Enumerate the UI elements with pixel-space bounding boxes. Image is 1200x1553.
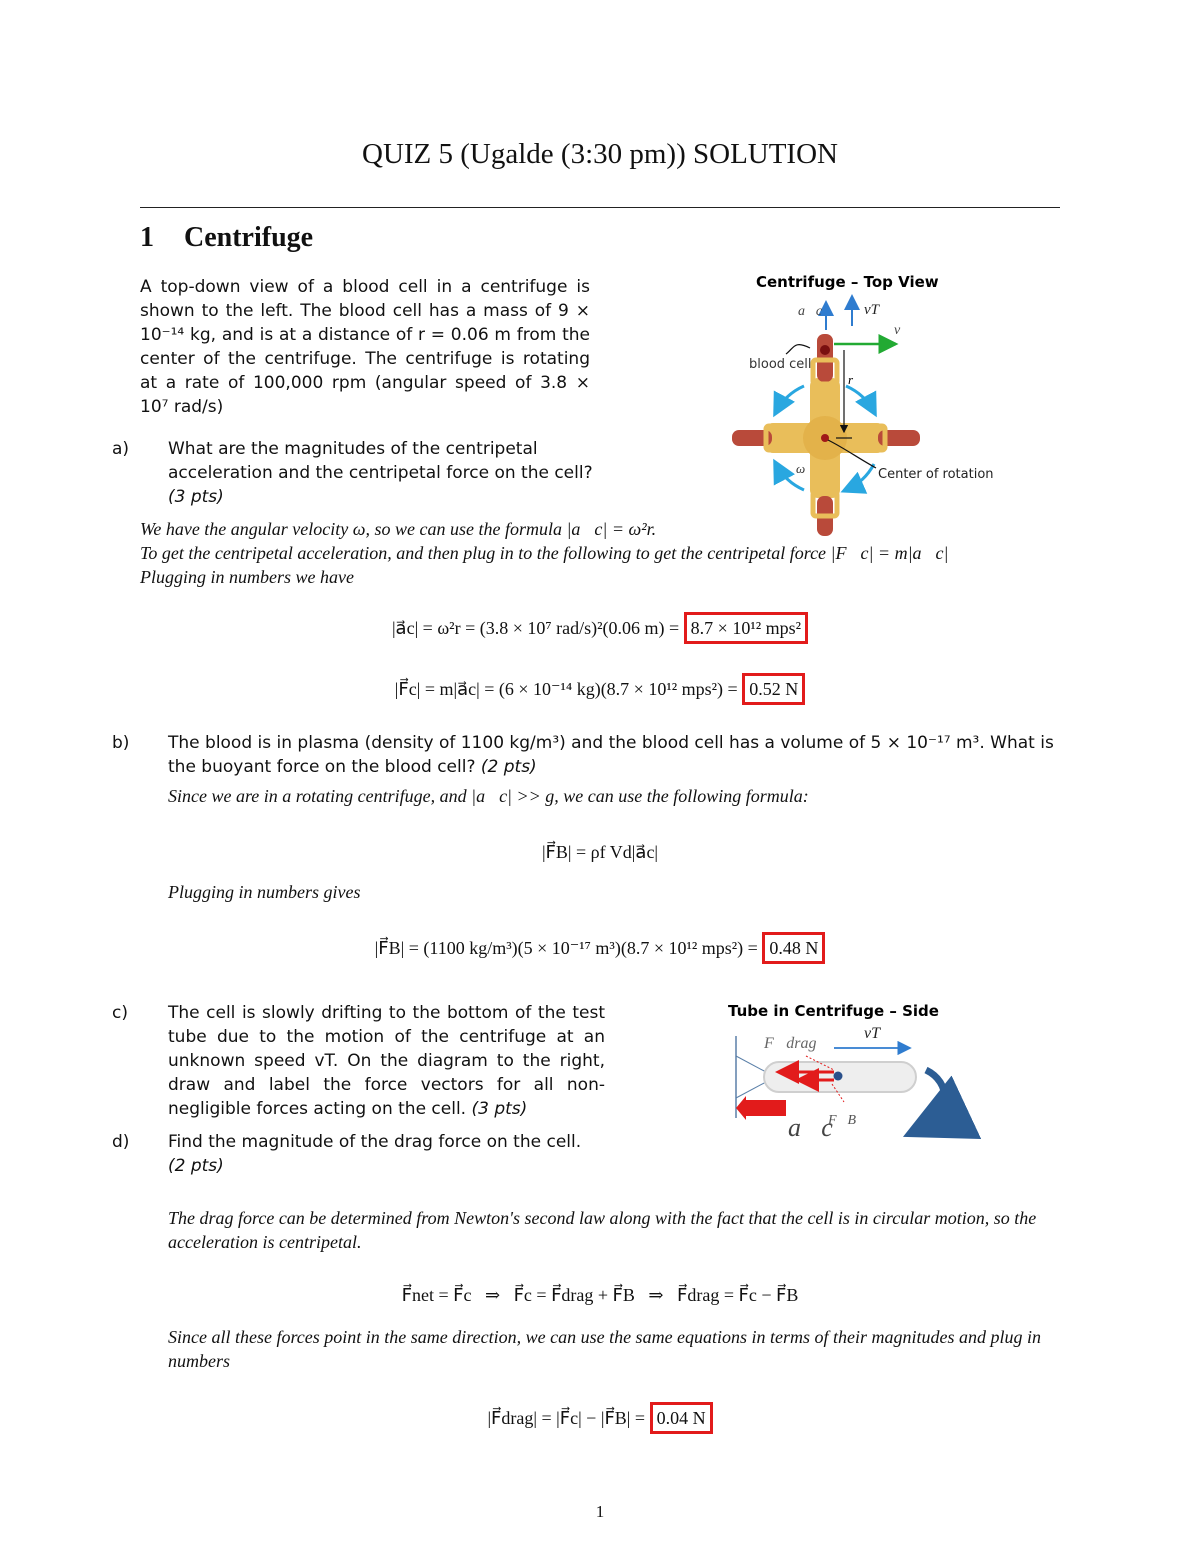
question-c-text: The cell is slowly drifting to the bottom of the test tube due to the motion of the centrifuge at an unknown speed vT. On the diagram to the right, draw and label the force vectors for all non-negligible forces acting on the cell.: [168, 1003, 605, 1119]
r-label: r: [848, 372, 854, 387]
question-a-points: (3 pts): [168, 487, 224, 507]
cone-bottom: [736, 1082, 766, 1098]
page-title: QUIZ 5 (Ugalde (3:30 pm)) SOLUTION: [362, 138, 838, 170]
solution-d-line2: Since all these forces point in the same direction, we can use the same equations in terms of their magnitudes and plug in numbers: [168, 1327, 1042, 1371]
question-c-label: c): [112, 1003, 128, 1023]
section-heading: [140, 222, 313, 254]
blood-cell: [820, 345, 830, 355]
solution-b-line1: Since we are in a rotating centrifuge, and |a⃗c| >> g, we can use the following formula:: [168, 786, 809, 806]
fig-side-title: Tube in Centrifuge – Side: [728, 1002, 939, 1020]
eq-force-text: |F⃗c| = m|a⃗c| = (6 × 10⁻¹⁴ kg)(8.7 × 10¹² mps²) =: [394, 679, 738, 699]
answer-acceleration: 8.7 × 10¹² mps²: [684, 612, 808, 644]
answer-force: 0.52 N: [742, 673, 805, 705]
ac-label: a⃗c: [798, 304, 823, 319]
question-c-points: (3 pts): [471, 1099, 528, 1119]
blood-cell-pointer: [786, 345, 810, 354]
v-label: v⃗: [894, 323, 912, 338]
solution-b-line2: Plugging in numbers gives: [168, 882, 361, 902]
side-fb-label: F⃗B: [828, 1113, 856, 1128]
page-number: 1: [595, 1502, 605, 1521]
cone-top: [736, 1056, 766, 1072]
equation-buoyant-formula: |F⃗B| = ρf Vd|a⃗c|: [541, 842, 659, 862]
blood-cell-label: blood cell: [749, 357, 812, 372]
answer-buoyant: 0.48 N: [762, 932, 825, 964]
center-dot: [821, 434, 829, 442]
rotation-arrow-1: [776, 386, 804, 412]
intro-paragraph: A top-down view of a blood cell in a centrifuge is shown to the left. The blood cell has a mass of 9 × 10⁻¹⁴ kg, and is at a distance of r = 0.06 m from the center of the centrifuge. The centrifuge is rotating at a rate of 100,000 rpm (angular speed of 3.8 × 10⁷ rad/s): [140, 277, 590, 417]
equation-newton: F⃗net = F⃗c ⇒ F⃗c = F⃗drag + F⃗B ⇒ F⃗drag = F⃗c − F⃗B: [401, 1285, 799, 1305]
rotation-arrow-3: [846, 464, 874, 490]
solution-a-line2: To get the centripetal acceleration, and then plug in to the following to get the centripetal force |F⃗c| = m|a⃗c|: [140, 543, 949, 563]
question-b-text: The blood is in plasma (density of 1100 kg/m³) and the blood cell has a volume of 5 × 10⁻¹⁷ m³. What is the buoyant force on the blood cell?: [168, 733, 1054, 777]
vT-label: vT: [864, 302, 879, 318]
question-a-text: What are the magnitudes of the centripetal acceleration and the centripetal force on the cell?: [168, 439, 593, 483]
eq-drag-text: |F⃗drag| = |F⃗c| − |F⃗B| =: [487, 1408, 646, 1428]
rotation-arrow-2: [846, 386, 874, 412]
omega-label: ω: [796, 461, 806, 476]
question-d-label: d): [112, 1132, 130, 1152]
equation-buoyant: [0, 932, 1200, 964]
centrifuge-top-view-figure: [718, 268, 994, 538]
fig-top-title: Centrifuge – Top View: [756, 273, 939, 291]
fdrag-label: F⃗drag: [764, 1035, 817, 1052]
question-a: [112, 437, 600, 509]
tube-side-view-figure: [726, 998, 958, 1148]
answer-drag: 0.04 N: [650, 1402, 713, 1434]
question-b-label: b): [112, 733, 130, 753]
solution-a-line3: Plugging in numbers we have: [140, 567, 354, 587]
question-a-label: a): [112, 439, 130, 459]
title-divider: [140, 207, 1060, 208]
equation-acceleration: [0, 612, 1200, 644]
side-vT-label: vT: [864, 1025, 880, 1042]
question-d: [112, 1130, 740, 1178]
equation-force: [0, 673, 1200, 705]
question-b-points: (2 pts): [480, 757, 537, 777]
side-ac-label: a⃗c: [788, 1113, 833, 1142]
section-number: 1: [140, 222, 154, 253]
solution-a-line1: We have the angular velocity ω, so we can use the formula |a⃗c| = ω²r.: [140, 519, 657, 539]
question-d-points: (2 pts): [168, 1156, 224, 1176]
center-label: Center of rotation: [878, 467, 994, 482]
eq-buoyant-text: |F⃗B| = (1100 kg/m³)(5 × 10⁻¹⁷ m³)(8.7 × 10¹² mps²) =: [374, 938, 758, 958]
solution-a-text: [140, 517, 1060, 589]
eq-acceleration-text: |a⃗c| = ω²r = (3.8 × 10⁷ rad/s)²(0.06 m) =: [391, 618, 680, 638]
equation-drag: [0, 1402, 1200, 1434]
solution-d-line1: The drag force can be determined from Newton's second law along with the fact that the cell is in circular motion, so the acceleration is centripetal.: [168, 1208, 1037, 1252]
question-d-text: Find the magnitude of the drag force on the cell.: [168, 1132, 582, 1152]
question-c: [112, 1001, 605, 1121]
side-blood-cell: [834, 1072, 843, 1081]
section-name: Centrifuge: [184, 222, 314, 253]
rotation-curved-arrow: [922, 1070, 945, 1128]
ac-block-arrow: [736, 1096, 786, 1120]
question-b: [112, 731, 1065, 779]
